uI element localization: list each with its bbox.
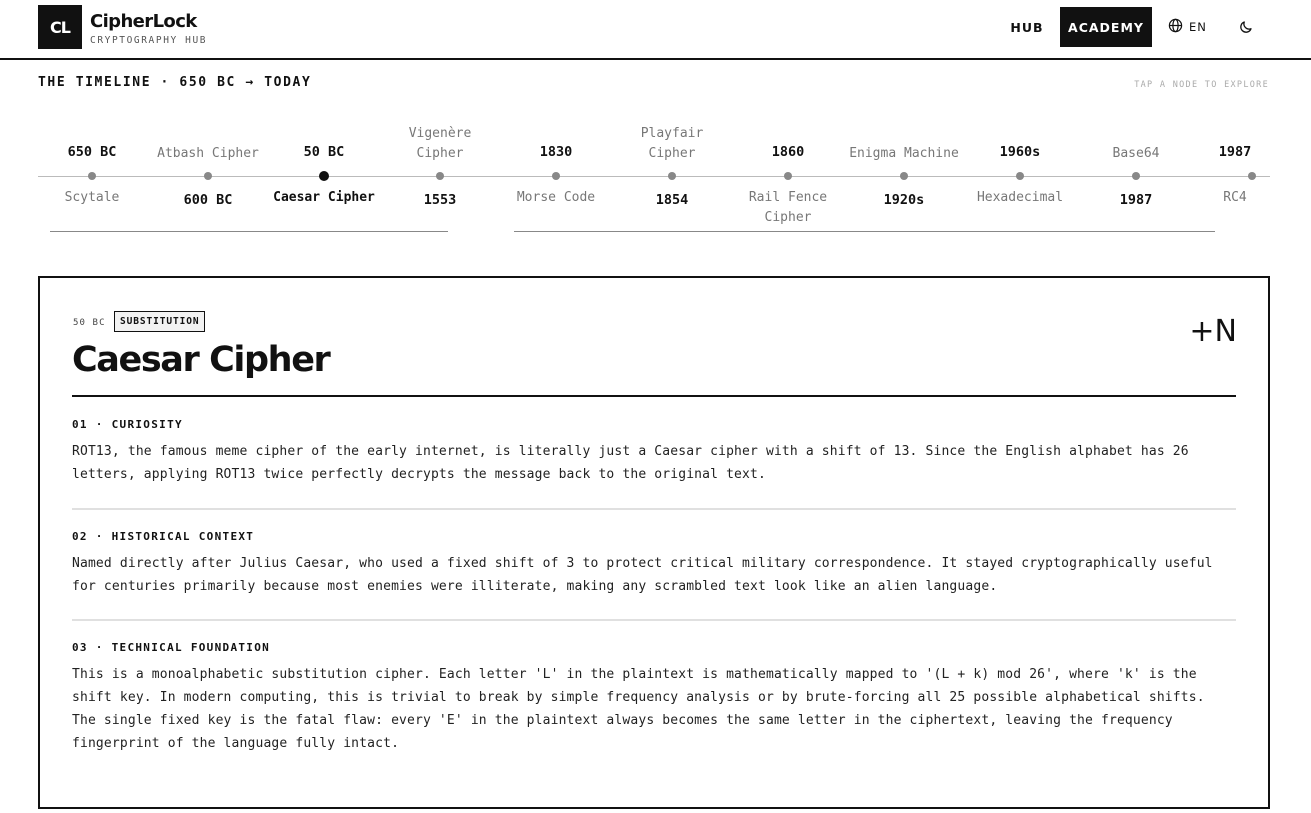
timeline-node-dot[interactable] (900, 172, 908, 180)
title-divider (72, 395, 1236, 397)
timeline-node-year: 1987 (1218, 144, 1252, 160)
section-divider (72, 619, 1236, 621)
timeline-node-label: Atbash Cipher (157, 146, 259, 161)
timeline-node-year: 50 BC (303, 144, 345, 160)
timeline-node-year: 1920s (883, 192, 925, 208)
section-technical-foundation (72, 641, 1236, 755)
timeline-node[interactable] (385, 118, 495, 238)
logo[interactable]: CL (38, 5, 82, 49)
timeline-node[interactable] (617, 118, 727, 238)
globe-icon (1168, 18, 1183, 36)
timeline-node-dot[interactable] (319, 171, 329, 181)
timeline-node[interactable] (37, 118, 147, 238)
timeline-node[interactable] (501, 118, 611, 238)
timeline-node[interactable] (1197, 118, 1307, 238)
timeline-node-label: Enigma Machine (849, 146, 959, 161)
language-label: EN (1189, 20, 1207, 34)
language-selector[interactable] (1168, 7, 1212, 47)
expand-toggle-button[interactable]: +N (1189, 314, 1237, 349)
timeline-node[interactable] (965, 118, 1075, 238)
section-curiosity (72, 418, 1236, 486)
timeline-node-year: 1987 (1119, 192, 1153, 208)
section-heading: 03 · TECHNICAL FOUNDATION (72, 641, 271, 654)
section-divider (72, 508, 1236, 510)
timeline-node-dot[interactable] (668, 172, 676, 180)
timeline-node-dot[interactable] (784, 172, 792, 180)
section-heading: 01 · CURIOSITY (72, 418, 183, 431)
theme-toggle-button[interactable] (1234, 16, 1258, 40)
timeline-node-year: 1854 (655, 192, 689, 208)
timeline-node-year: 600 BC (183, 192, 233, 208)
brand-subtitle: CRYPTOGRAPHY HUB (90, 35, 208, 46)
brand-name[interactable]: CipherLock (90, 11, 197, 32)
card-title: Caesar Cipher (72, 340, 330, 380)
timeline-node[interactable] (849, 118, 959, 238)
timeline-node-year: 1860 (771, 144, 805, 160)
timeline-node[interactable] (269, 118, 379, 238)
timeline-node-label: Playfair Cipher (640, 126, 704, 161)
timeline-heading: THE TIMELINE · 650 BC → TODAY (38, 75, 312, 90)
timeline-node[interactable] (1081, 118, 1191, 238)
section-body: This is a monoalphabetic substitution cipher. Each letter 'L' in the plaintext is mathematically mapped to '(L + k) mod 26', where 'k' is the shift key. In modern computing, this is trivial to break by simple frequency analysis or by brute-forcing all 25 possible alphabetical shifts. The single fixed key is the fatal flaw: every 'E' in the plaintext always becomes the same letter in the ciphertext, leaving the frequency fingerprint of the language fully intact. (72, 667, 1205, 751)
section-body: Named directly after Julius Caesar, who used a fixed shift of 3 to protect critical military correspondence. It stayed cryptographically useful for centuries primarily because most enemies were illiterate, making any scrambled text look like an alien language. (72, 556, 1213, 594)
timeline-node-dot[interactable] (204, 172, 212, 180)
timeline-node-label: Scytale (64, 190, 120, 205)
timeline-node-year: 1553 (423, 192, 457, 208)
timeline-node-dot[interactable] (552, 172, 560, 180)
timeline-scrollbar-thumb[interactable] (448, 230, 514, 233)
timeline-hint: TAP A NODE TO EXPLORE (1134, 80, 1269, 90)
card-year: 50 BC (73, 318, 106, 328)
cipher-detail-card (38, 276, 1270, 809)
timeline-node[interactable] (153, 118, 263, 238)
section-historical-context (72, 530, 1236, 598)
timeline-node-label: Morse Code (516, 190, 596, 205)
nav-academy-link[interactable]: ACADEMY (1060, 7, 1152, 47)
timeline-node-year: 650 BC (67, 144, 117, 160)
timeline-node-label: RC4 (1223, 190, 1247, 205)
timeline-node-dot[interactable] (88, 172, 96, 180)
timeline-scrollbar[interactable] (50, 231, 1215, 232)
moon-icon (1239, 19, 1254, 38)
category-badge: SUBSTITUTION (114, 311, 205, 332)
timeline-node-dot[interactable] (436, 172, 444, 180)
timeline-node-dot[interactable] (1016, 172, 1024, 180)
timeline-node-label: Rail Fence Cipher (748, 190, 828, 225)
timeline-node-label: Caesar Cipher (273, 190, 375, 205)
timeline-node-dot[interactable] (1132, 172, 1140, 180)
timeline-node-label: Vigenère Cipher (408, 126, 472, 161)
timeline-node-year: 1830 (539, 144, 573, 160)
timeline-node-dot[interactable] (1248, 172, 1256, 180)
timeline-node[interactable] (733, 118, 843, 238)
timeline-strip[interactable] (0, 118, 1311, 238)
section-heading: 02 · HISTORICAL CONTEXT (72, 530, 255, 543)
timeline-node-label: Base64 (1112, 146, 1160, 161)
timeline-node-label: Hexadecimal (976, 190, 1064, 205)
nav-hub-link[interactable]: HUB (1010, 19, 1044, 35)
timeline-node-year: 1960s (999, 144, 1041, 160)
top-header (0, 0, 1311, 60)
section-body: ROT13, the famous meme cipher of the early internet, is literally just a Caesar cipher with a shift of 13. Since the English alphabet has 26 letters, applying ROT13 twice perfectly decrypts the message back to the original text. (72, 444, 1189, 482)
